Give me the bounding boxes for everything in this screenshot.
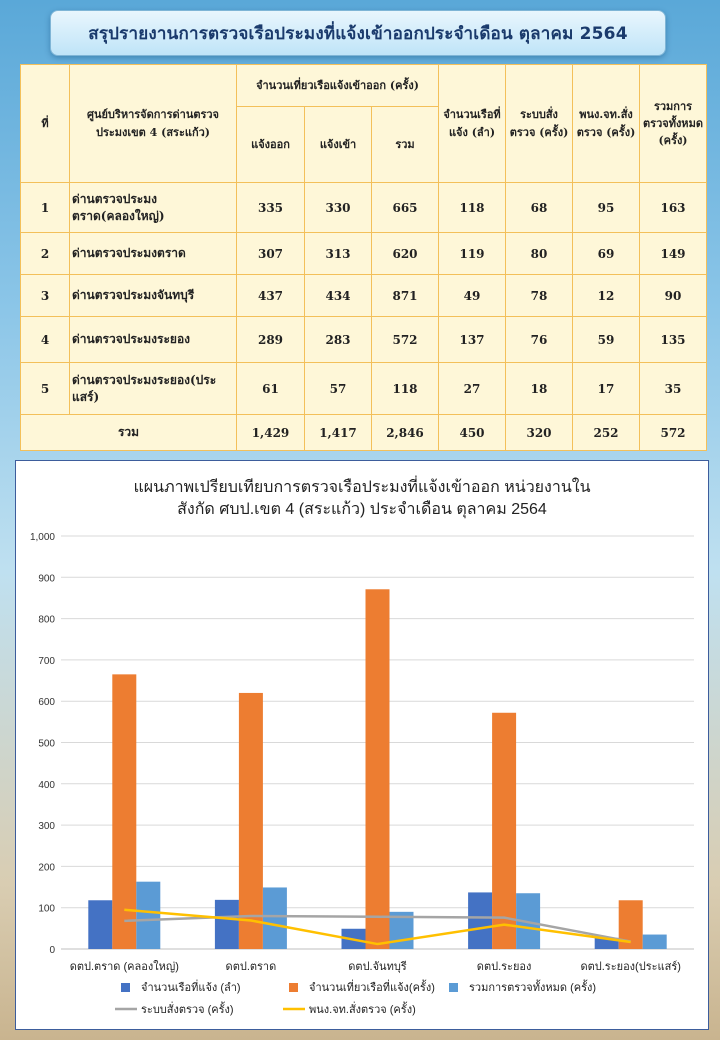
cell-name: ด่านตรวจประมงจันทบุรี [70, 275, 237, 317]
bar [136, 882, 160, 949]
table-row [21, 233, 707, 275]
legend-label: ระบบสั่งตรวจ (ครั้ง) [141, 1004, 234, 1016]
header-in: แจ้งเข้า [305, 107, 372, 183]
cell-in: 330 [305, 183, 372, 233]
x-tick-label: ดตป.ระยอง(ประแสร์) [580, 961, 681, 973]
header-officer: พนง.จท.สั่งตรวจ (ครั้ง) [573, 65, 640, 183]
x-tick-label: ดตป.ตราด [225, 961, 277, 973]
cell-total: 149 [640, 233, 707, 275]
cell-name: ด่านตรวจประมงตราด [70, 233, 237, 275]
cell-sum: 620 [372, 233, 439, 275]
cell-boats: 27 [439, 363, 506, 415]
cell-sum: 118 [372, 363, 439, 415]
cell-out: 289 [237, 317, 305, 363]
cell-in: 283 [305, 317, 372, 363]
cell-officer: 95 [573, 183, 640, 233]
header-no: ที่ [21, 65, 70, 183]
table-row [21, 317, 707, 363]
total-out: 1,429 [237, 415, 305, 451]
total-sum: 2,846 [372, 415, 439, 451]
chart-title-line: สังกัด ศบป.เขต 4 (สระแก้ว) ประจำเดือน ตุลาคม 2564 [177, 501, 547, 518]
y-tick-label: 500 [38, 738, 55, 750]
cell-sum: 665 [372, 183, 439, 233]
y-tick-label: 900 [38, 573, 55, 585]
cell-officer: 12 [573, 275, 640, 317]
y-tick-label: 100 [38, 903, 55, 915]
cell-officer: 69 [573, 233, 640, 275]
comparison-chart [16, 461, 708, 1029]
report-table [20, 64, 707, 451]
legend-label: จำนวนเรือที่แจ้ง (ลำ) [141, 982, 241, 994]
cell-system: 80 [506, 233, 573, 275]
cell-total: 135 [640, 317, 707, 363]
y-tick-label: 0 [49, 945, 55, 956]
chart-title-line: แผนภาพเปรียบเทียบการตรวจเรือประมงที่แจ้งเข้าออก หน่วยงานใน [133, 479, 591, 496]
cell-total: 35 [640, 363, 707, 415]
y-tick-label: 400 [38, 779, 55, 791]
cell-boats: 137 [439, 317, 506, 363]
total-boats: 450 [439, 415, 506, 451]
chart-panel [15, 460, 709, 1030]
cell-no: 1 [21, 183, 70, 233]
header-boats: จำนวนเรือที่แจ้ง (ลำ) [439, 65, 506, 183]
cell-out: 335 [237, 183, 305, 233]
cell-no: 4 [21, 317, 70, 363]
cell-boats: 118 [439, 183, 506, 233]
x-tick-label: ดตป.จันทบุรี [348, 961, 407, 973]
total-in: 1,417 [305, 415, 372, 451]
total-officer: 252 [573, 415, 640, 451]
cell-out: 61 [237, 363, 305, 415]
cell-sum: 572 [372, 317, 439, 363]
cell-sum: 871 [372, 275, 439, 317]
cell-name: ด่านตรวจประมงตราด(คลองใหญ่) [70, 183, 237, 233]
legend-label: จำนวนเที่ยวเรือที่แจ้ง(ครั้ง) [309, 982, 435, 994]
cell-boats: 49 [439, 275, 506, 317]
y-tick-label: 700 [38, 655, 55, 667]
cell-in: 434 [305, 275, 372, 317]
bar [468, 892, 492, 949]
bar [263, 887, 287, 949]
x-tick-label: ดตป.ระยอง [476, 961, 532, 973]
y-tick-label: 300 [38, 821, 55, 833]
cell-officer: 59 [573, 317, 640, 363]
header-sum: รวม [372, 107, 439, 183]
y-tick-label: 600 [38, 697, 55, 709]
legend-swatch [121, 983, 130, 992]
bar [239, 693, 263, 949]
totals-label: รวม [21, 415, 237, 451]
cell-no: 5 [21, 363, 70, 415]
cell-boats: 119 [439, 233, 506, 275]
cell-system: 76 [506, 317, 573, 363]
bar [492, 713, 516, 949]
table-row [21, 183, 707, 233]
cell-out: 437 [237, 275, 305, 317]
header-center: ศูนย์บริหารจัดการด่านตรวจประมงเขต 4 (สระแก้ว) [70, 65, 237, 183]
legend-label: พนง.จท.สั่งตรวจ (ครั้ง) [309, 1004, 416, 1016]
header-total: รวมการตรวจทั้งหมด (ครั้ง) [640, 65, 707, 183]
cell-in: 57 [305, 363, 372, 415]
header-system: ระบบสั่งตรวจ (ครั้ง) [506, 65, 573, 183]
totals-row [21, 415, 707, 451]
cell-in: 313 [305, 233, 372, 275]
cell-system: 78 [506, 275, 573, 317]
legend-label: รวมการตรวจทั้งหมด (ครั้ง) [469, 982, 597, 994]
legend-swatch [289, 983, 298, 992]
cell-system: 18 [506, 363, 573, 415]
table-row [21, 363, 707, 415]
bar [112, 674, 136, 949]
table-row [21, 275, 707, 317]
cell-system: 68 [506, 183, 573, 233]
total-total: 572 [640, 415, 707, 451]
cell-no: 2 [21, 233, 70, 275]
cell-no: 3 [21, 275, 70, 317]
header-trips-group: จำนวนเที่ยวเรือแจ้งเข้าออก (ครั้ง) [237, 65, 439, 107]
bar [366, 589, 390, 949]
cell-total: 163 [640, 183, 707, 233]
page-title: สรุปรายงานการตรวจเรือประมงที่แจ้งเข้าออกประจำเดือน ตุลาคม 2564 [50, 10, 666, 56]
cell-out: 307 [237, 233, 305, 275]
y-tick-label: 1,000 [29, 532, 55, 543]
y-tick-label: 800 [38, 614, 55, 626]
header-out: แจ้งออก [237, 107, 305, 183]
legend-swatch [449, 983, 458, 992]
bar [643, 935, 667, 949]
y-tick-label: 200 [38, 862, 55, 874]
cell-name: ด่านตรวจประมงระยอง [70, 317, 237, 363]
bar [88, 900, 112, 949]
total-system: 320 [506, 415, 573, 451]
bar [215, 900, 239, 949]
cell-total: 90 [640, 275, 707, 317]
x-tick-label: ดตป.ตราด (คลองใหญ่) [69, 961, 179, 973]
cell-name: ด่านตรวจประมงระยอง(ประแสร์) [70, 363, 237, 415]
cell-officer: 17 [573, 363, 640, 415]
